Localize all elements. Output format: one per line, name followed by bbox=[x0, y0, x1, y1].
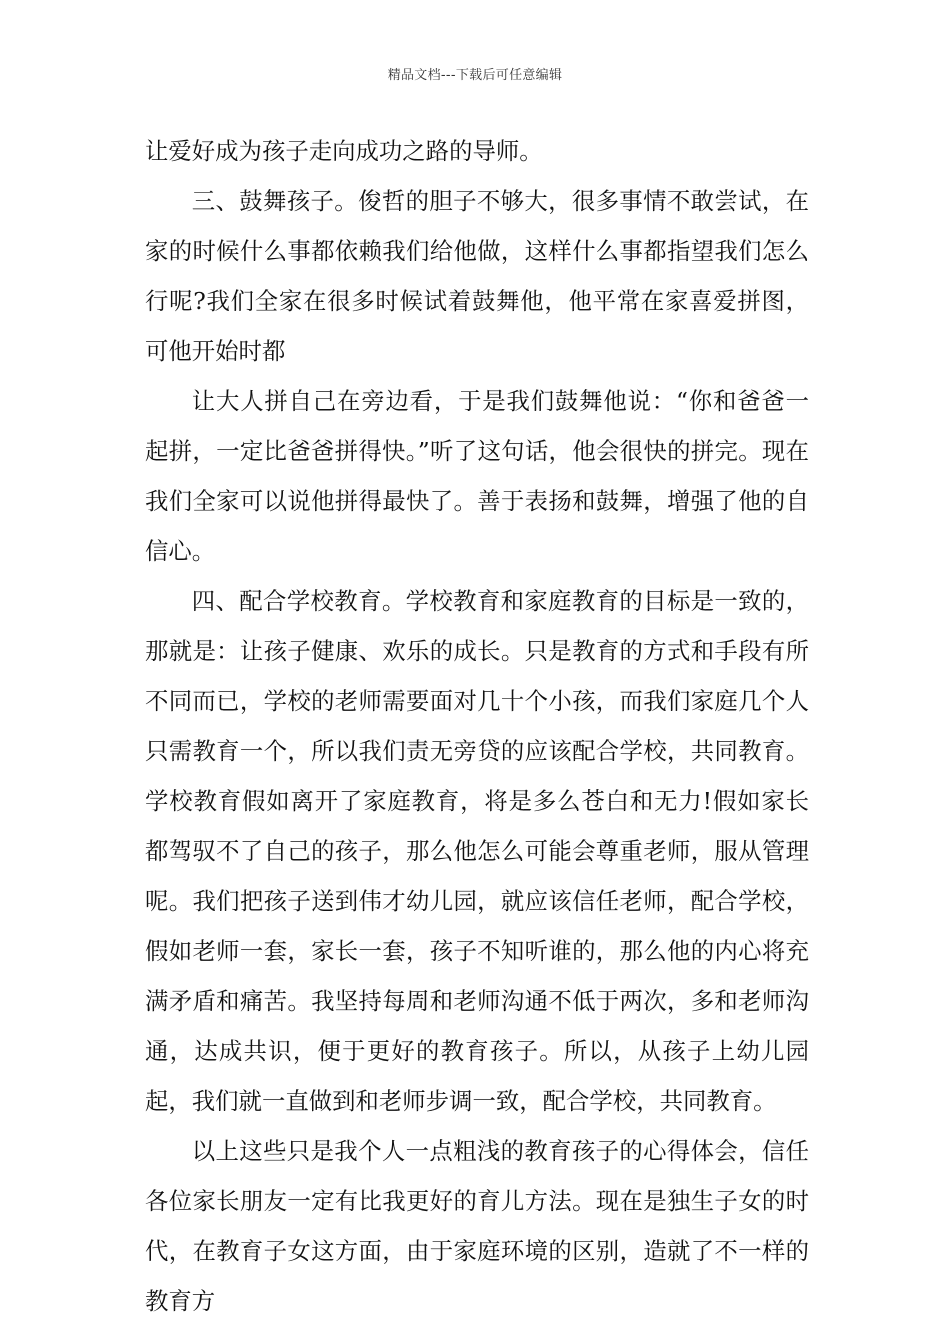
page-header: 精品文档---下载后可任意编辑 bbox=[387, 68, 563, 83]
paragraph-school-cooperation: 四、配合学校教育。学校教育和家庭教育的目标是一致的，那就是：让孩子健康、欢乐的成长。只是教育的方式和手段有所不同而已，学校的老师需要面对几十个小孩，而我们家庭几个人只需教育一个，所以我们责无旁贷的应该配合学校，共同教育。学校教育假如离开了家庭教育，将是多么苍白和无力!假如家长都驾驭不了自己的孩子，那么他怎么可能会尊重老师，服从管理呢。我们把孩子送到伟才幼儿园，就应该信任老师，配合学校，假如老师一套，家长一套，孩子不知听谁的，那么他的内心将充满矛盾和痛苦。我坚持每周和老师沟通不低于两次，多和老师沟通，达成共识，便于更好的教育孩子。所以，从孩子上幼儿园起，我们就一直做到和老师步调一致，配合学校，共同教育。 bbox=[145, 587, 809, 1115]
paragraph-puzzle-story: 让大人拼自己在旁边看，于是我们鼓舞他说：“你和爸爸一起拼，一定比爸爸拼得快。”听了这句话，他会很快的拼完。现在我们全家可以说他拼得最快了。善于表扬和鼓舞，增强了他的自信心。 bbox=[145, 387, 809, 565]
document-body bbox=[145, 126, 809, 1326]
paragraph-encourage-child: 三、鼓舞孩子。俊哲的胆子不够大，很多事情不敢尝试，在家的时候什么事都依赖我们给他做，这样什么事都指望我们怎么行呢?我们全家在很多时候试着鼓舞他，他平常在家喜爱拼图，可他开始时都 bbox=[145, 187, 809, 365]
paragraph-continuation: 让爱好成为孩子走向成功之路的导师。 bbox=[145, 137, 543, 165]
paragraph-conclusion: 以上这些只是我个人一点粗浅的教育孩子的心得体会，信任各位家长朋友一定有比我更好的育儿方法。现在是独生子女的时代，在教育子女这方面，由于家庭环境的区别，造就了不一样的教育方 bbox=[145, 1137, 809, 1315]
